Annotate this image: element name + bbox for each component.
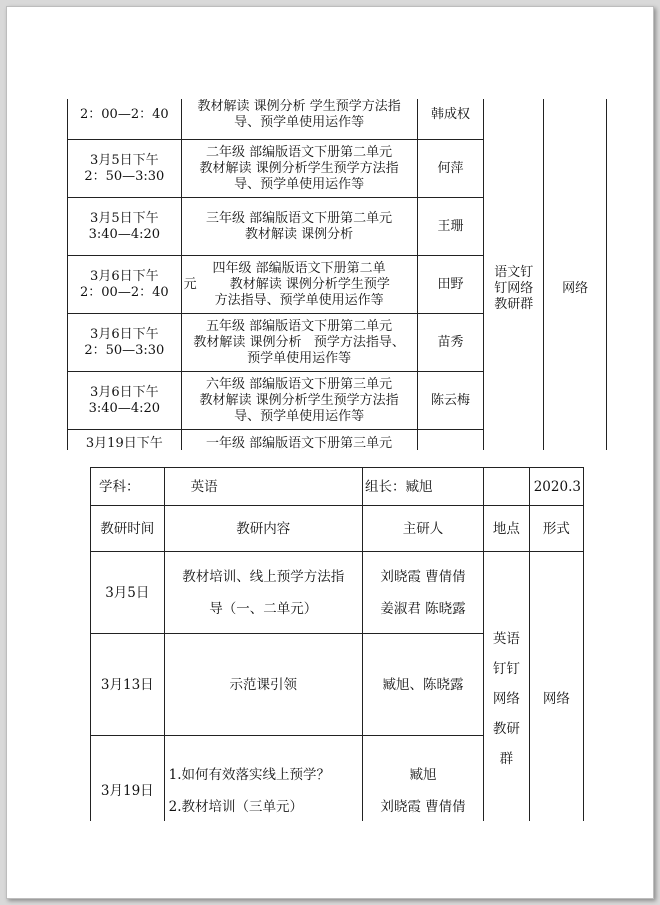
place-line: 钉网络	[494, 280, 534, 296]
person-cell	[362, 736, 483, 822]
chinese-schedule-fragment	[67, 99, 607, 450]
content-line: 教材解读 课例分析 学生预学方法指	[197, 99, 401, 114]
content-cell	[181, 198, 417, 256]
header-place: 地点	[484, 506, 530, 552]
time-line: 3月6日下午	[90, 268, 159, 284]
time-cell	[68, 256, 182, 314]
form-cell: 网络	[544, 99, 607, 450]
time-line: 2：50—3:30	[84, 342, 165, 358]
form-cell: 网络	[529, 552, 583, 822]
content-line: 教材解读 课例分析 预学方法指导、	[193, 334, 405, 350]
person-cell	[362, 634, 483, 736]
place-line: 钉钉	[492, 660, 520, 677]
content-line: 预学单使用运作等	[247, 350, 352, 366]
content-line: 二年级 部编版语文下册第二单元	[206, 144, 393, 160]
time-cell	[68, 314, 182, 372]
subject-value: 英语	[164, 468, 362, 506]
time-line: 3月5日下午	[90, 152, 159, 168]
content-cell	[164, 736, 362, 822]
time-cell	[68, 430, 182, 451]
person-cell	[362, 552, 483, 634]
content-cell	[181, 372, 417, 430]
content-cell	[181, 314, 417, 372]
date-cell: 2020.3	[529, 468, 583, 506]
time-cell: 3月19日	[91, 736, 165, 822]
time-cell	[68, 140, 182, 198]
content-cell	[181, 430, 417, 451]
content-line: 教材解读 课例分析学生预学方法指	[199, 392, 399, 408]
person-cell: 王珊	[417, 198, 484, 256]
person-cell: 何萍	[417, 140, 484, 198]
content-line: 导、预学单使用运作等	[234, 114, 365, 130]
content-cell	[164, 634, 362, 736]
header-row	[91, 506, 584, 552]
content-line: 元 教材解读 课例分析学生预学	[183, 276, 390, 292]
time-cell: 3月5日	[91, 552, 165, 634]
time-line: 2：50—3:30	[84, 168, 165, 184]
time-cell	[68, 372, 182, 430]
place-cell	[484, 99, 544, 450]
place-line: 网络	[492, 690, 520, 707]
table-row	[91, 552, 584, 634]
content-line: 六年级 部编版语文下册第三单元	[206, 376, 393, 392]
content-cell	[181, 99, 417, 140]
header-time: 教研时间	[91, 506, 165, 552]
person-cell: 田野	[417, 256, 484, 314]
person-line: 姜淑君 陈晓露	[380, 600, 466, 617]
person-line: 臧旭、陈晓露	[382, 676, 464, 693]
time-line: 3:40—4:20	[88, 400, 161, 416]
english-schedule-fragment	[90, 467, 584, 821]
content-line: 导、预学单使用运作等	[234, 176, 365, 192]
chinese-schedule-table	[67, 99, 607, 450]
content-line: 导、预学单使用运作等	[234, 408, 365, 424]
content-line: 三年级 部编版语文下册第二单元	[206, 210, 393, 226]
person-cell	[417, 430, 484, 451]
time-cell	[68, 99, 182, 140]
time-cell: 3月13日	[91, 634, 165, 736]
content-line: 教材解读 课例分析	[245, 226, 354, 242]
person-line: 臧旭	[409, 766, 437, 783]
content-cell	[181, 256, 417, 314]
time-line: 3月19日下午	[85, 436, 163, 450]
person-line: 刘晓霞 曹倩倩	[380, 568, 466, 585]
time-line: 3月6日下午	[90, 384, 159, 400]
content-cell	[164, 552, 362, 634]
header-person: 主研人	[362, 506, 483, 552]
person-cell: 韩成权	[417, 99, 484, 140]
subject-label: 学科：	[91, 468, 165, 506]
person-cell: 苗秀	[417, 314, 484, 372]
empty-cell	[484, 468, 530, 506]
person-line: 刘晓霞 曹倩倩	[380, 798, 466, 815]
document-page	[6, 6, 654, 899]
content-line: 教材培训、线上预学方法指	[182, 568, 345, 585]
content-line: 四年级 部编版语文下册第二单	[212, 260, 386, 276]
header-content: 教研内容	[164, 506, 362, 552]
time-line: 2：00—2：40	[80, 106, 169, 122]
subject-row	[91, 468, 584, 506]
content-line: 五年级 部编版语文下册第二单元	[206, 318, 393, 334]
content-cell	[181, 140, 417, 198]
group-leader: 组长：臧旭	[362, 468, 483, 506]
content-line: 教材解读 课例分析学生预学方法指	[199, 160, 399, 176]
header-form: 形式	[529, 506, 583, 552]
place-line: 教研	[492, 720, 520, 737]
table-row	[68, 99, 607, 140]
place-line: 语文钉	[494, 264, 534, 280]
time-line: 3:40—4:20	[88, 226, 161, 242]
content-line: 示范课引领	[229, 676, 298, 693]
content-line: 方法指导、预学单使用运作等	[214, 292, 384, 308]
content-line: 1.如何有效落实线上预学？	[168, 766, 330, 783]
english-schedule-table	[90, 467, 584, 821]
place-line: 英语	[492, 630, 520, 647]
place-line: 教研群	[494, 296, 534, 312]
person-cell: 陈云梅	[417, 372, 484, 430]
content-line: 导（一、二单元）	[209, 600, 318, 617]
time-line: 3月5日下午	[90, 210, 159, 226]
content-line: 2.教材培训（三单元）	[168, 798, 303, 815]
content-line: 一年级 部编版语文下册第三单元	[206, 436, 393, 450]
time-line: 2：00—2：40	[80, 284, 169, 300]
time-cell	[68, 198, 182, 256]
place-cell	[484, 552, 530, 822]
time-line: 3月6日下午	[90, 326, 159, 342]
place-line: 群	[499, 750, 514, 767]
